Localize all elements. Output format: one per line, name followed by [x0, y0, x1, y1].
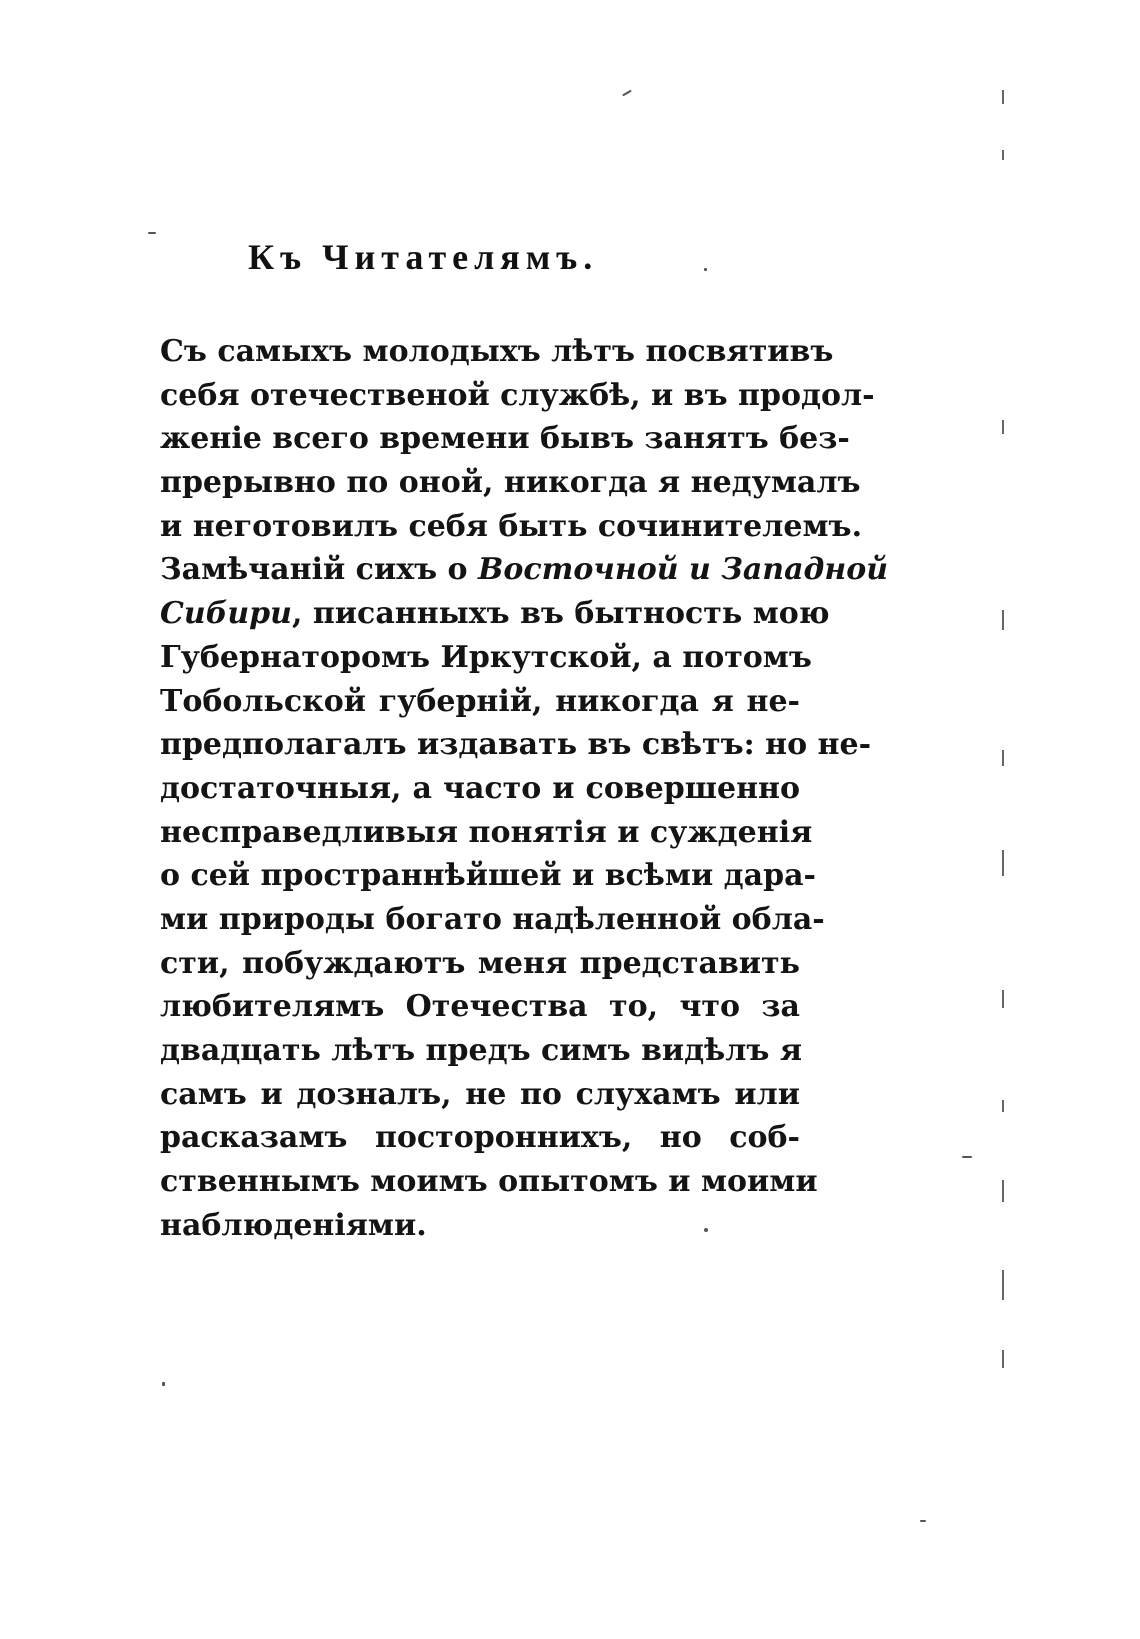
- text-line: несправедливыя понятія и сужденія: [160, 814, 813, 850]
- page-title: Къ Читателямъ.: [248, 237, 599, 277]
- scan-speck: [962, 1156, 972, 1158]
- text-line: Тобольской губерній, никогда я не-: [160, 683, 800, 719]
- text-line: ственнымъ моимъ опытомъ и моими: [160, 1164, 818, 1200]
- page-edge-marks: [1002, 90, 1006, 1420]
- text-line: и неготовилъ себя быть сочинителемъ.: [160, 508, 863, 544]
- text-line: Съ самыхъ молодыхъ лѣтъ посвятивъ: [160, 334, 834, 369]
- text-line: себя отечественой службѣ, и въ продол-: [160, 377, 875, 413]
- scan-speck: [148, 232, 156, 234]
- text-line: сти, побуждаютъ меня представить: [160, 945, 800, 981]
- preface-paragraph: [160, 330, 889, 1247]
- scan-speck: [704, 1228, 708, 1232]
- scan-speck: [704, 268, 707, 271]
- italic-place-name: Сибири: [160, 596, 292, 632]
- text-line: предполагалъ издавать въ свѣтъ: но не-: [160, 727, 872, 763]
- text-line: самъ и дозналъ, не по слухамъ или: [160, 1076, 800, 1112]
- text-line: о сей пространнѣйшей и всѣми дара-: [160, 858, 816, 894]
- scan-speck: [920, 1520, 926, 1522]
- text-line: Замѣчаній сихъ о Восточной и Западной: [160, 552, 889, 588]
- text-line: наблюденіями.: [160, 1207, 427, 1243]
- text-line: достаточныя, а часто и совершенно: [160, 770, 800, 806]
- text-line: Сибири, писанныхъ въ бытность мою: [160, 596, 830, 632]
- text-line: ми природы богато надѣленной обла-: [160, 901, 825, 937]
- text-line: двадцать лѣтъ предъ симъ видѣлъ я: [160, 1033, 803, 1068]
- scan-speck: [622, 90, 632, 97]
- text-line: любителямъ Отечества то, что за: [160, 989, 800, 1025]
- text-line: прерывно по оной, никогда я недумалъ: [160, 465, 861, 501]
- text-line: расказамъ постороннихъ, но соб-: [160, 1120, 800, 1156]
- text-line: женіе всего времени бывъ занятъ без-: [160, 421, 850, 457]
- text-line: Губернаторомъ Иркутской, а потомъ: [160, 639, 812, 675]
- scan-speck: [162, 1382, 165, 1386]
- italic-place-name: Восточной и Западной: [478, 552, 889, 588]
